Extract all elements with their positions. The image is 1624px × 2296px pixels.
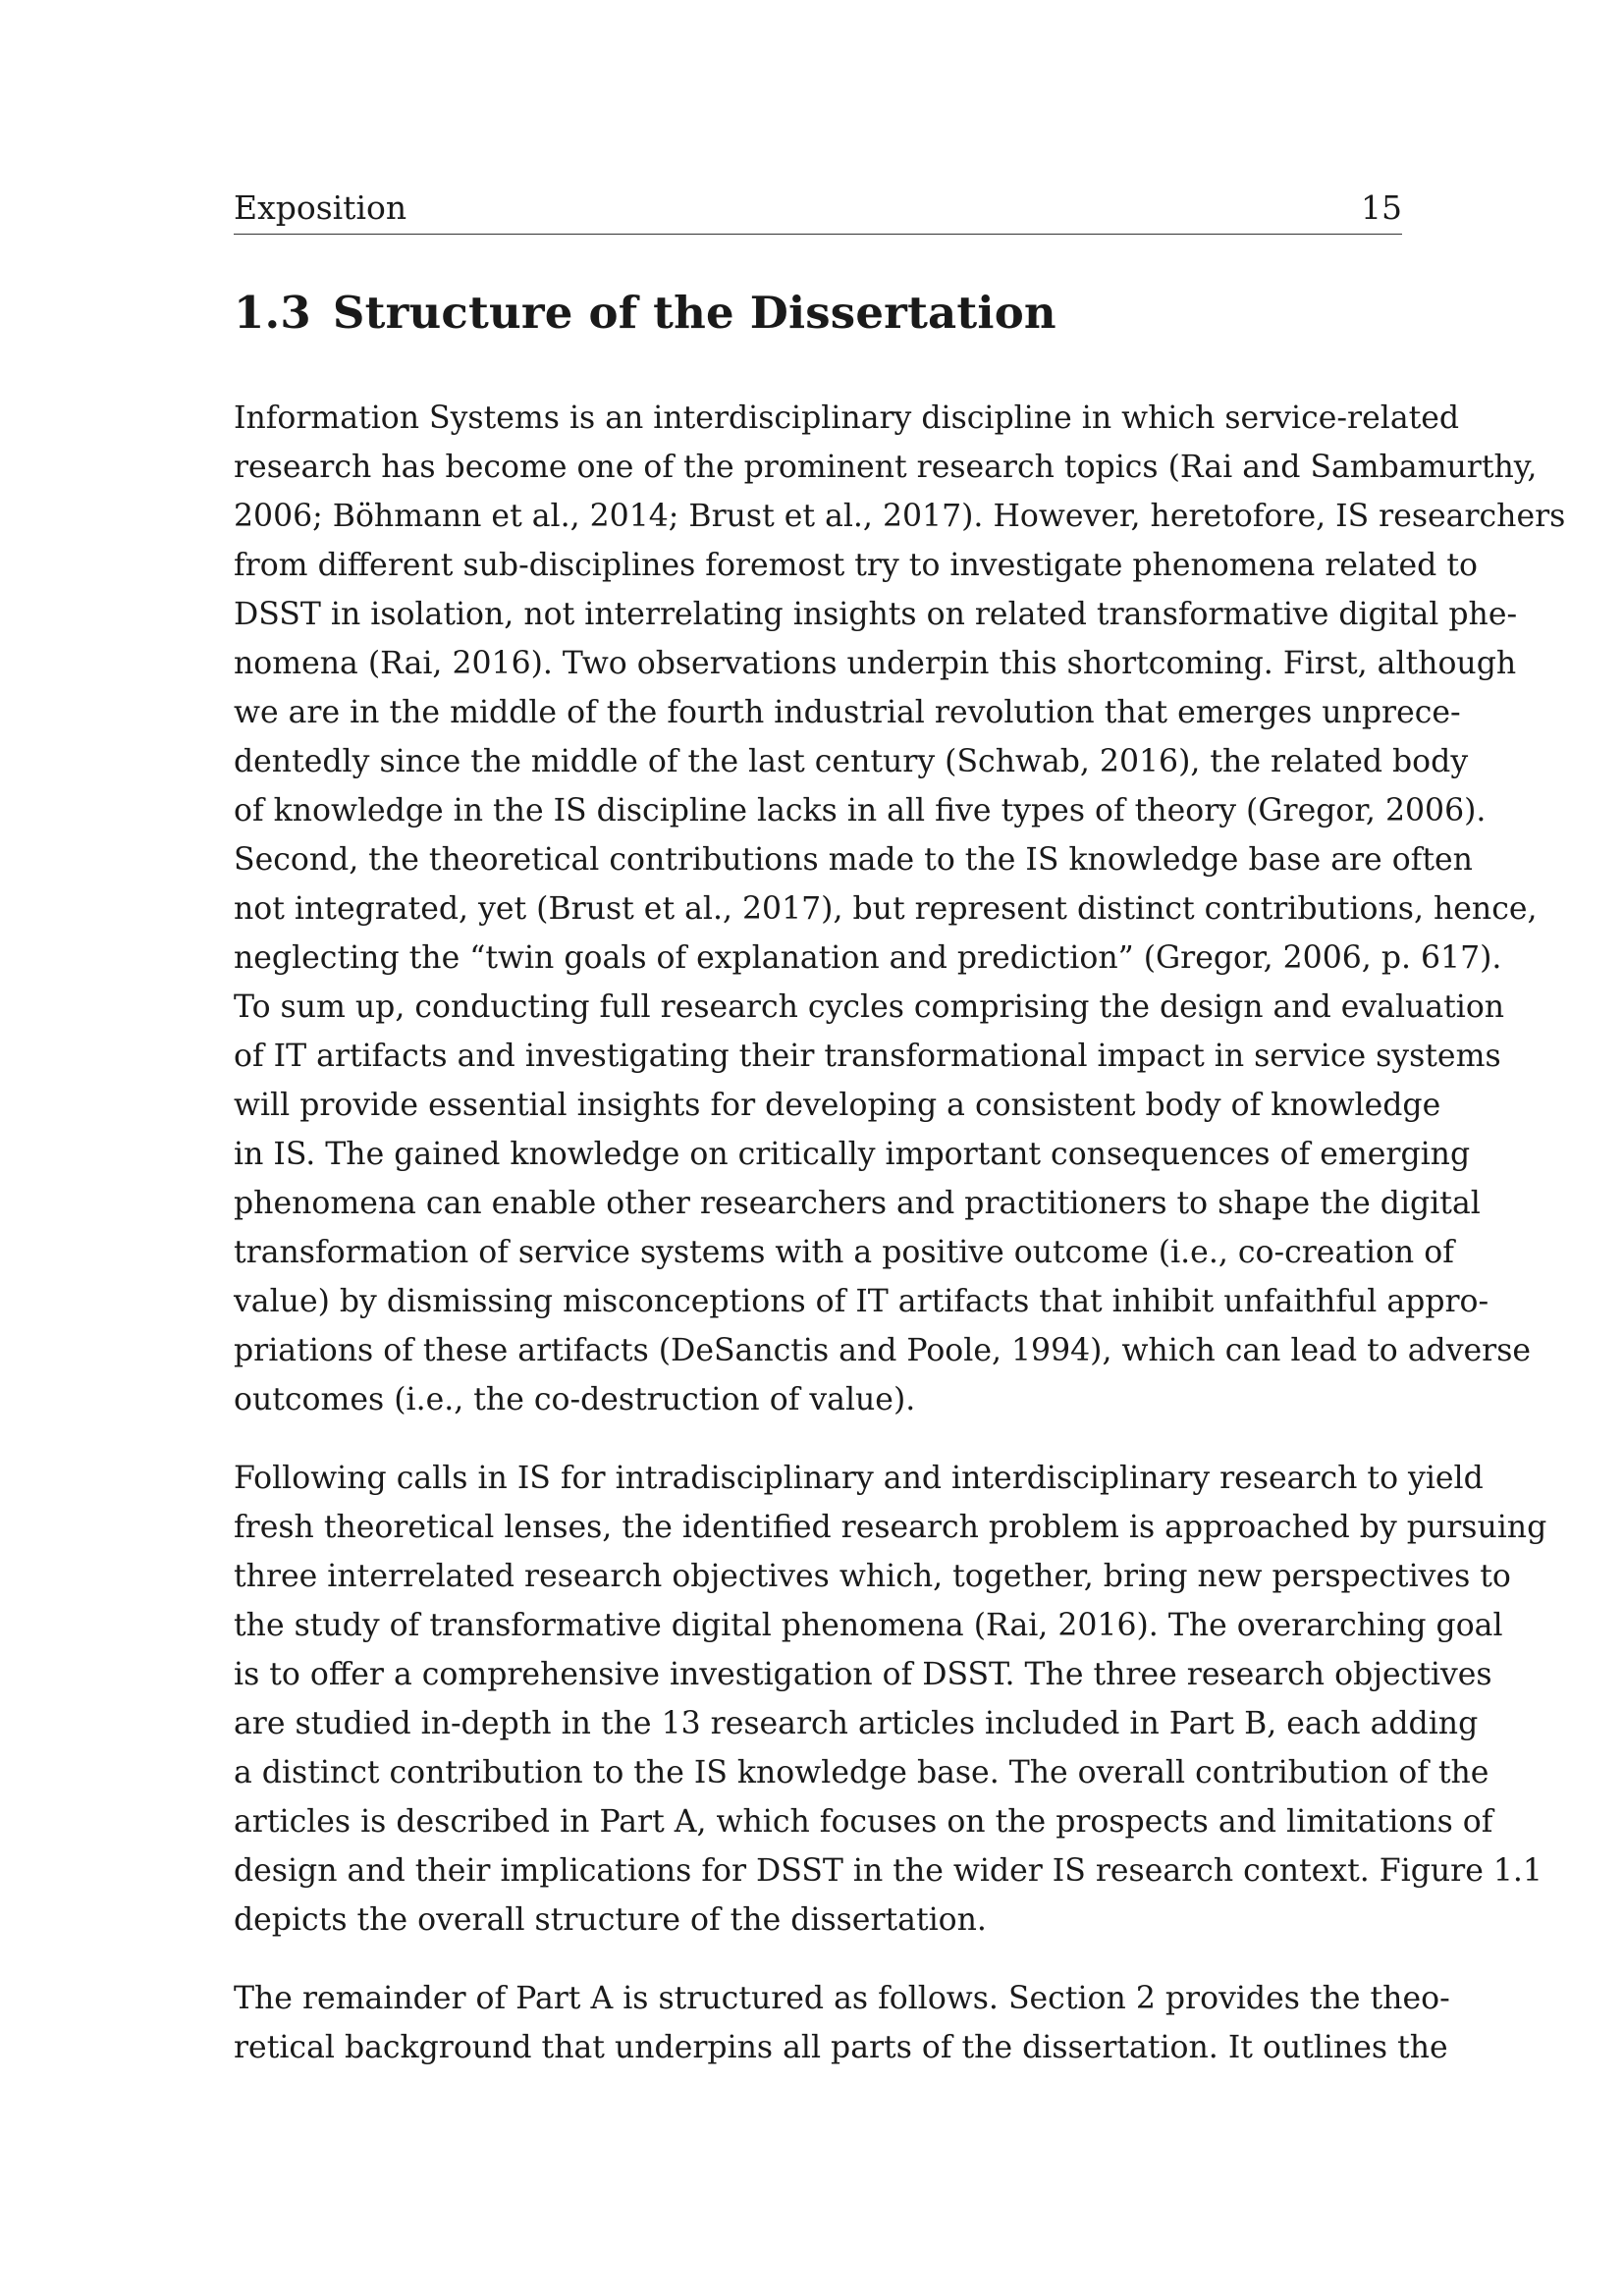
text-line: transformation of service systems with a positive outcome (i.e., co-creation of <box>234 1235 1454 1270</box>
document-page <box>234 187 1566 2102</box>
text-line: priations of these artifacts (DeSanctis and Poole, 1994), which can lead to adverse <box>234 1333 1532 1368</box>
text-line: nomena (Rai, 2016). Two observations underpin this shortcoming. First, although <box>234 646 1517 681</box>
text-line: Second, the theoretical contributions made to the IS knowledge base are often <box>234 842 1473 878</box>
text-line: three interrelated research objectives which, together, bring new perspectives to <box>234 1559 1511 1594</box>
page-number: 15 <box>1361 188 1402 227</box>
text-line: in IS. The gained knowledge on critically important consequences of emerging <box>234 1137 1471 1172</box>
paragraph-1 <box>234 394 1566 1424</box>
paragraph-2 <box>234 1454 1547 1945</box>
text-line: not integrated, yet (Brust et al., 2017), but represent distinct contributions, hence, <box>234 891 1538 927</box>
text-line: neglecting the “twin goals of explanation and prediction” (Gregor, 2006, p. 617). <box>234 940 1502 976</box>
text-line: DSST in isolation, not interrelating insights on related transformative digital phe- <box>234 597 1518 632</box>
text-line: Following calls in IS for intradisciplinary and interdisciplinary research to yield <box>234 1461 1484 1496</box>
text-line: we are in the middle of the fourth industrial revolution that emerges unprece- <box>234 695 1461 730</box>
text-line: of knowledge in the IS discipline lacks in all five types of theory (Gregor, 2006). <box>234 793 1487 828</box>
text-line: from different sub-disciplines foremost try to investigate phenomena related to <box>234 548 1478 583</box>
running-header <box>234 187 1402 235</box>
text-line: outcomes (i.e., the co-destruction of value). <box>234 1382 916 1417</box>
section-title: Structure of the Dissertation <box>332 287 1056 339</box>
text-line: of IT artifacts and investigating their transformational impact in service systems <box>234 1039 1501 1074</box>
text-line: articles is described in Part A, which focuses on the prospects and limitations of <box>234 1804 1493 1840</box>
text-line: the study of transformative digital phenomena (Rai, 2016). The overarching goal <box>234 1608 1503 1643</box>
text-line: Information Systems is an interdisciplinary discipline in which service-related <box>234 400 1460 436</box>
body-text <box>234 394 1566 2072</box>
text-line: dentedly since the middle of the last century (Schwab, 2016), the related body <box>234 744 1469 779</box>
text-line: retical background that underpins all parts of the dissertation. It outlines the <box>234 2030 1448 2065</box>
section-number: 1.3 <box>234 287 311 339</box>
text-line: design and their implications for DSST in the wider IS research context. Figure 1.1 <box>234 1853 1543 1889</box>
text-line: are studied in-depth in the 13 research articles included in Part B, each adding <box>234 1706 1479 1741</box>
section-heading <box>234 284 1402 343</box>
chapter-title: Exposition <box>234 188 407 227</box>
text-line: phenomena can enable other researchers and practitioners to shape the digital <box>234 1186 1481 1221</box>
text-line: depicts the overall structure of the dissertation. <box>234 1902 987 1938</box>
text-line: To sum up, conducting full research cycles comprising the design and evaluation <box>234 989 1505 1025</box>
text-line: will provide essential insights for developing a consistent body of knowledge <box>234 1088 1441 1123</box>
text-line: fresh theoretical lenses, the identified research problem is approached by pursuing <box>234 1510 1547 1545</box>
text-line: The remainder of Part A is structured as follows. Section 2 provides the theo- <box>234 1981 1450 2016</box>
text-line: value) by dismissing misconceptions of IT artifacts that inhibit unfaithful appro- <box>234 1284 1489 1319</box>
paragraph-3 <box>234 1974 1450 2072</box>
text-line: is to offer a comprehensive investigation of DSST. The three research objectives <box>234 1657 1492 1692</box>
text-line: research has become one of the prominent research topics (Rai and Sambamurthy, <box>234 450 1538 485</box>
text-line: 2006; Böhmann et al., 2014; Brust et al., 2017). However, heretofore, IS researchers <box>234 499 1566 534</box>
text-line: a distinct contribution to the IS knowledge base. The overall contribution of the <box>234 1755 1489 1790</box>
